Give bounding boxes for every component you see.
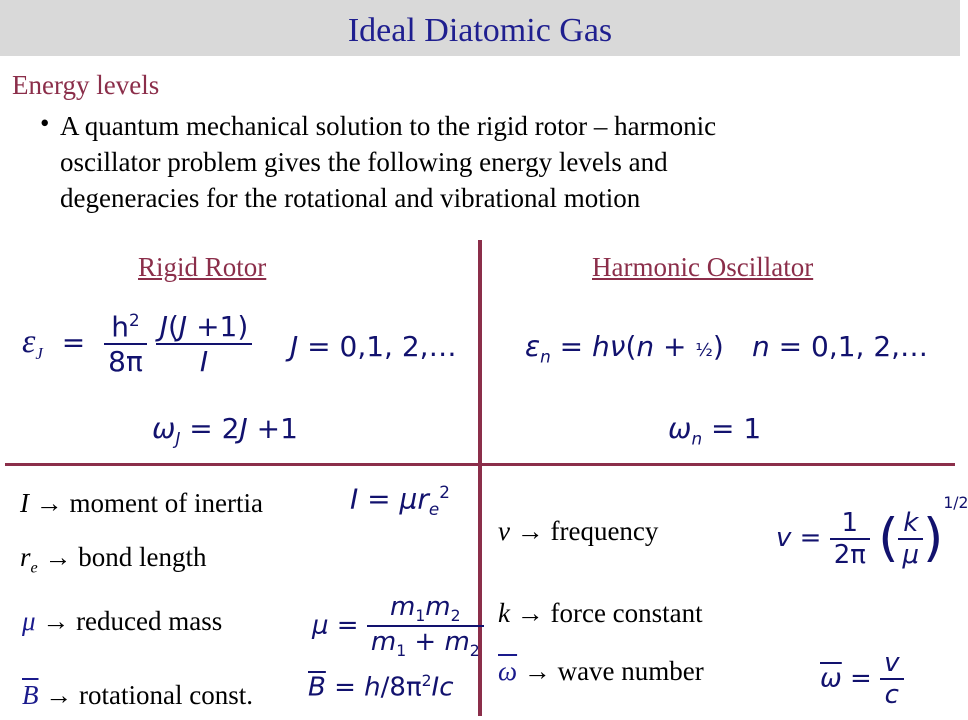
rotor-quantum-numbers: J = 0,1, 2,…: [290, 330, 457, 363]
oscillator-energy-equation: $\varepsilon_n = h\nu(n$ + ½): [525, 330, 724, 367]
reduced-mass-definition: μ → reduced mass: [22, 606, 223, 636]
rotational-constant-formula: $\overline{B} = h/8\pi^2Ic$: [308, 672, 454, 703]
slide-title: Ideal Diatomic Gas: [347, 12, 613, 49]
bullet-line: A quantum mechanical solution to the rigid rotor – harmonic: [60, 111, 717, 141]
bond-definition: $r_e$ → bond length: [20, 542, 207, 577]
bond-label: bond length: [78, 542, 207, 572]
rotational-constant-label: rotational const.: [79, 680, 253, 710]
frequency-formula: v = $\frac{1}{2\pi}$ ( $\frac{k}{\mu}$ )$^{1/2}$: [776, 494, 968, 570]
inertia-definition: I → moment of inertia: [20, 488, 263, 518]
bullet-text: [60, 108, 716, 216]
oscillator-degeneracy: $\omega_n = 1$: [668, 412, 762, 449]
oscillator-quantum-numbers: n = 0,1, 2,…: [752, 330, 929, 363]
rigid-rotor-heading: Rigid Rotor: [138, 252, 267, 282]
reduced-mass-formula: μ = $\frac{m_1m_2}{m_1 + m_2}$: [312, 592, 484, 660]
reduced-mass-label: reduced mass: [76, 606, 223, 636]
wavenumber-definition: $\overline{\omega}$ → wave number: [498, 656, 704, 686]
force-constant-definition: k → force constant: [498, 598, 703, 628]
inertia-label: moment of inertia: [69, 488, 263, 518]
rotor-energy-equation: $\varepsilon_J$ = $\frac{h^2}{8\pi}$ $\frac{J(J +1)}{I}$: [22, 310, 252, 378]
bullet-icon: •: [40, 108, 50, 138]
harmonic-oscillator-heading: Harmonic Oscillator: [592, 252, 814, 282]
rotational-constant-definition: $\overline{B}$ → rotational const.: [22, 680, 253, 710]
frequency-definition: v → frequency: [498, 516, 659, 546]
bullet-line: oscillator problem gives the following energy levels and: [60, 147, 668, 177]
inertia-formula: $I = \mu r_e^2$: [350, 482, 450, 519]
bullet-line: degeneracies for the rotational and vibrational motion: [60, 183, 641, 213]
wavenumber-formula: $\overline{\omega}$ = $\frac{v}{c}$: [820, 648, 904, 710]
wavenumber-label: wave number: [557, 656, 704, 686]
rotor-degeneracy: $\omega_J = 2J +1$: [152, 412, 298, 449]
force-constant-label: force constant: [550, 598, 703, 628]
horizontal-divider: [5, 463, 955, 466]
section-heading: Energy levels: [12, 70, 160, 100]
frequency-label: frequency: [550, 516, 659, 546]
